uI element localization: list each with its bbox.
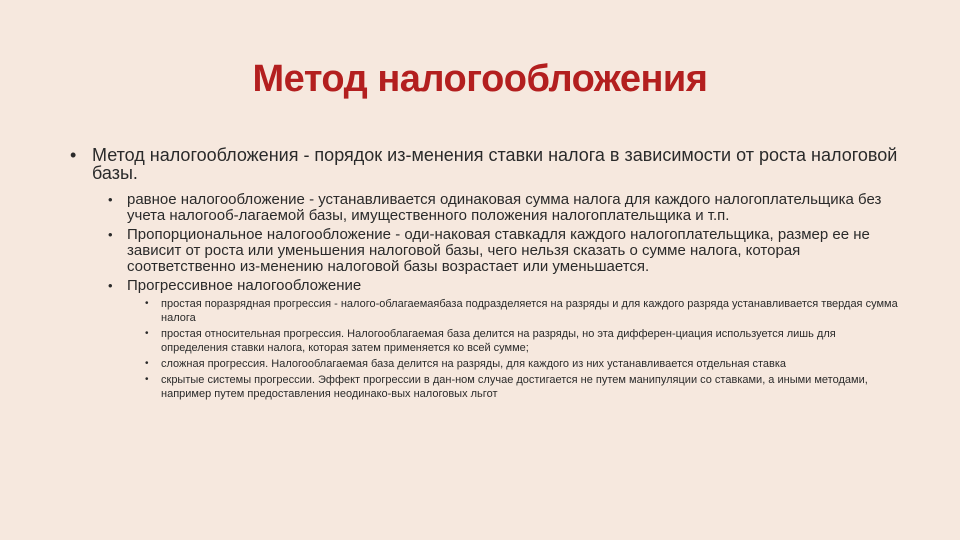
sub-bullet-text: Пропорциональное налогообложение - оди-наковая ставкадля каждого налогоплательщика, размер ее не зависит от роста или уменьшения налоговой базы, чего нельзя сказать о сумме налога, которая соответственно из-менению налоговой базы возрастает или уменьшается. [127,226,870,275]
bullet-dot-icon: • [108,227,113,242]
slide-title: Метод налогообложения [252,58,708,100]
bullet-dot-icon: • [145,374,149,385]
slide-content [70,146,900,403]
progressive-item-text: сложная прогрессия. Налогооблагаемая база делится на разряды, для каждого из них устанавливается отдельная ставка [161,358,787,370]
sub-bullet-text: равное налогообложение - устанавливается одинаковая сумма налога для каждого налогоплательщика без учета налогооб-лагаемой базы, имущественного положения налогоплательщика и т.п. [127,191,882,224]
bullet-dot-icon: • [70,145,77,165]
sub-bullet-proportional [108,227,900,275]
progressive-item-text: простая относительная прогрессия. Налогооблагаемая база делится на разряды, но эта дифферен-циация используется лишь для определения ставки налога, которая затем применяется ко всей сумме; [161,328,836,354]
sub-bullet-equal [108,192,900,224]
bullet-dot-icon: • [145,328,149,339]
progressive-item [145,373,900,401]
bullet-dot-icon: • [145,358,149,369]
bullet-dot-icon: • [108,192,113,207]
main-bullet-text: Метод налогообложения - порядок из-менения ставки налога в зависимости от роста налоговой базы. [92,145,898,183]
sub-bullet-text: Прогрессивное налогообложение [127,277,362,294]
progressive-item [145,357,900,371]
main-bullet [70,146,900,182]
progressive-item-text: простая поразрядная прогрессия - налого-облагаемаябаза подразделяется на разряды и для каждого разряда устанавливается твердая сумма налога [161,298,898,324]
bullet-dot-icon: • [108,278,113,293]
progressive-item [145,297,900,325]
progressive-item-text: скрытые системы прогрессии. Эффект прогрессии в дан-ном случае достигается не путем манипуляции со ставками, а иными методами, например путем предоставления неодинако-вых налоговых льгот [161,374,868,400]
progressive-item [145,327,900,355]
sub-bullet-progressive [108,278,900,294]
bullet-dot-icon: • [145,298,149,309]
